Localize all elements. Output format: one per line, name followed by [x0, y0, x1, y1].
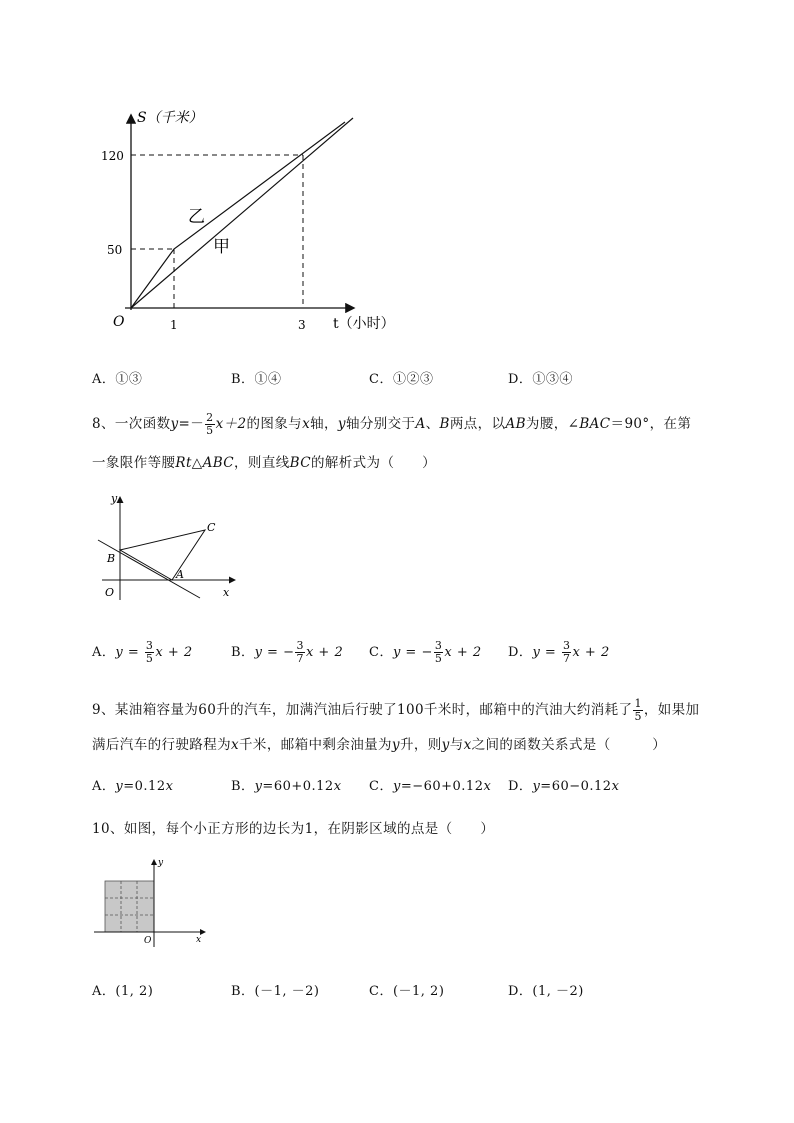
q8-opt-b-num: 3 — [296, 639, 304, 652]
q8-opt-d-den: 7 — [562, 652, 571, 665]
q8-opt-d-frac — [562, 640, 572, 665]
q9-line2-d: 与 — [449, 737, 464, 753]
origin-label: O — [113, 314, 125, 330]
q10-text: 10、如图，每个小正方形的边长为1，在阴影区域的点是（ ） — [92, 821, 495, 837]
q9-opt-d-y: y — [532, 779, 541, 794]
q7-option-c[interactable]: C．①②③ — [369, 372, 434, 387]
q8-opt-b-lhs: y = − — [254, 645, 295, 660]
q8-opt-a-num: 3 — [145, 639, 154, 652]
q9-y2: y — [441, 737, 450, 753]
q8-fig-y: y — [111, 492, 118, 505]
q9-opt-a-x: x — [165, 779, 174, 794]
q10-shaded-region — [105, 881, 154, 932]
q10-fig-y: y — [158, 858, 164, 868]
q9-opt-a-letter: A． — [92, 779, 116, 794]
q8-option-d[interactable] — [508, 640, 610, 665]
q9-x: x — [231, 737, 240, 753]
tick-3: 3 — [298, 318, 306, 332]
q10-option-b[interactable]: B．(－1, －2) — [231, 984, 320, 999]
q8-line2-c: 的解析式为（ ） — [310, 455, 437, 471]
q8-angle: ∠BAC — [567, 416, 611, 432]
q9-opt-c-x: x — [483, 779, 492, 794]
q8-text6: 两点，以 — [449, 416, 506, 432]
q9-option-d[interactable] — [508, 775, 619, 794]
q8-text7: 为腰， — [525, 416, 568, 432]
q8-opt-c-den: 5 — [434, 652, 443, 665]
q8-tri: △ABC — [191, 455, 235, 471]
q9-line2-b: 千米，邮箱中剩余油量为 — [239, 737, 392, 753]
q8-text4: 轴分别交于 — [345, 416, 416, 432]
q8-fig-o: O — [105, 586, 115, 599]
q8-text: 一次函数 — [114, 416, 171, 432]
q8-number: 8、 — [92, 416, 115, 432]
q9-opt-c-y: y — [392, 779, 401, 794]
q9-line2-a: 满后汽车的行驶路程为 — [92, 737, 231, 753]
q8-opt-c-tail: x + 2 — [444, 645, 482, 660]
label-jia: 甲 — [213, 237, 230, 257]
q8-option-c[interactable] — [369, 640, 482, 665]
q9-x2: x — [463, 737, 472, 753]
q9-line1-a: 9、某油箱容量为60升的汽车，加满汽油后行驶了100千米时，邮箱中的汽油大约消耗了 — [92, 702, 633, 718]
q9-opt-b-y: y — [254, 779, 263, 794]
q8-line2-b: ，则直线 — [234, 455, 290, 471]
q8-fraction — [205, 412, 214, 437]
q8-eq-tail: x＋2 — [215, 416, 247, 432]
q9-opt-b-x: x — [333, 779, 342, 794]
x-axis-label: t（小时） — [333, 316, 395, 332]
q8-opt-a-den: 5 — [145, 652, 154, 665]
q8-fig-b: B — [107, 552, 116, 565]
q8-line2-a: 一象限作等腰 — [92, 455, 176, 471]
q8-opt-d-tail: x + 2 — [572, 645, 610, 660]
q9-opt-d-letter: D． — [508, 779, 533, 794]
q9-option-b[interactable] — [231, 775, 342, 794]
q9-opt-b-rest: =60+0.12 — [262, 779, 334, 794]
q8-text5: 、 — [425, 416, 440, 432]
q9-frac-den: 5 — [634, 710, 642, 723]
q9-opt-a-rest: =0.12 — [123, 779, 166, 794]
q8-eq-mid: =－ — [178, 416, 205, 432]
q9-option-a[interactable] — [92, 775, 173, 794]
q10-fig-o: O — [144, 936, 152, 946]
q8-option-a[interactable] — [92, 640, 193, 665]
q8-rt: Rt — [175, 455, 192, 471]
q8-figure — [92, 490, 242, 605]
q9-opt-c-letter: C． — [369, 779, 393, 794]
q10-figure — [92, 855, 212, 950]
q8-opt-a-lhs: y = — [115, 645, 144, 660]
q8-line2 — [92, 451, 436, 471]
q8-opt-b-frac — [295, 640, 305, 665]
line-jia — [131, 118, 353, 308]
q8-text8: ＝90°，在第 — [610, 416, 692, 432]
q8-opt-d-lhs: y = — [532, 645, 561, 660]
q8-y: y — [337, 416, 346, 432]
q8-fig-a: A — [176, 568, 184, 581]
q9-line2-e: 之间的函数关系式是（ ） — [471, 737, 667, 753]
q9-opt-a-y: y — [115, 779, 124, 794]
q10-option-c[interactable]: C．(－1, 2) — [369, 984, 445, 999]
label-yi: 乙 — [188, 207, 205, 227]
q8-opt-c-frac — [434, 640, 444, 665]
q8-fig-x: x — [223, 586, 230, 599]
q8-opt-c-letter: C． — [369, 645, 393, 660]
q9-opt-d-x: x — [611, 779, 620, 794]
q8-opt-c-num: 3 — [434, 639, 443, 652]
q8-x: x — [302, 416, 311, 432]
q8-opt-b-den: 7 — [296, 652, 304, 665]
q8-opt-a-letter: A． — [92, 645, 116, 660]
q8-B: B — [439, 416, 450, 432]
q9-frac-num: 1 — [634, 697, 642, 710]
q8-option-b[interactable] — [231, 640, 343, 665]
q7-option-a[interactable]: A．①③ — [92, 372, 143, 387]
q8-line1 — [92, 412, 691, 437]
distance-time-graph — [95, 100, 405, 340]
q8-triangle — [120, 530, 205, 580]
q8-text2: 的图象与 — [246, 416, 303, 432]
q10-option-d[interactable]: D．(1, －2) — [508, 984, 584, 999]
q10-fig-x: x — [196, 935, 202, 945]
q9-line2-c: 升，则 — [399, 737, 442, 753]
q9-fraction — [633, 698, 642, 723]
q8-fig-c: C — [207, 521, 216, 534]
q8-opt-b-letter: B． — [231, 645, 255, 660]
q8-opt-d-letter: D． — [508, 645, 533, 660]
q9-line1-b: ，如果加 — [643, 702, 700, 718]
q7-option-d[interactable]: D．①③④ — [508, 372, 573, 387]
q9-opt-c-rest: =−60+0.12 — [400, 779, 484, 794]
q8-opt-d-num: 3 — [562, 639, 571, 652]
q8-AB: AB — [505, 416, 526, 432]
q9-line2 — [92, 733, 666, 753]
q9-option-c[interactable] — [369, 775, 491, 794]
q8-opt-a-tail: x + 2 — [155, 645, 193, 660]
q8-text3: 轴， — [310, 416, 338, 432]
tick-1: 1 — [170, 318, 178, 332]
tick-50: 50 — [107, 243, 123, 257]
q8-opt-c-lhs: y = − — [392, 645, 433, 660]
q8-BC: BC — [289, 455, 311, 471]
q8-A: A — [415, 416, 426, 432]
q7-option-b[interactable]: B．①④ — [231, 372, 282, 387]
y-axis-label: S（千米） — [137, 110, 203, 126]
q8-opt-a-frac — [145, 640, 155, 665]
q9-opt-d-rest: =60−0.12 — [540, 779, 612, 794]
q8-frac-den: 5 — [206, 424, 214, 437]
q10-option-a[interactable]: A．(1, 2) — [92, 984, 154, 999]
q8-eq-y: y — [170, 416, 179, 432]
tick-120: 120 — [101, 149, 124, 163]
q9-y: y — [391, 737, 400, 753]
q8-opt-b-tail: x + 2 — [305, 645, 344, 660]
q8-frac-num: 2 — [206, 411, 214, 424]
q9-opt-b-letter: B． — [231, 779, 255, 794]
q9-line1 — [92, 698, 699, 723]
